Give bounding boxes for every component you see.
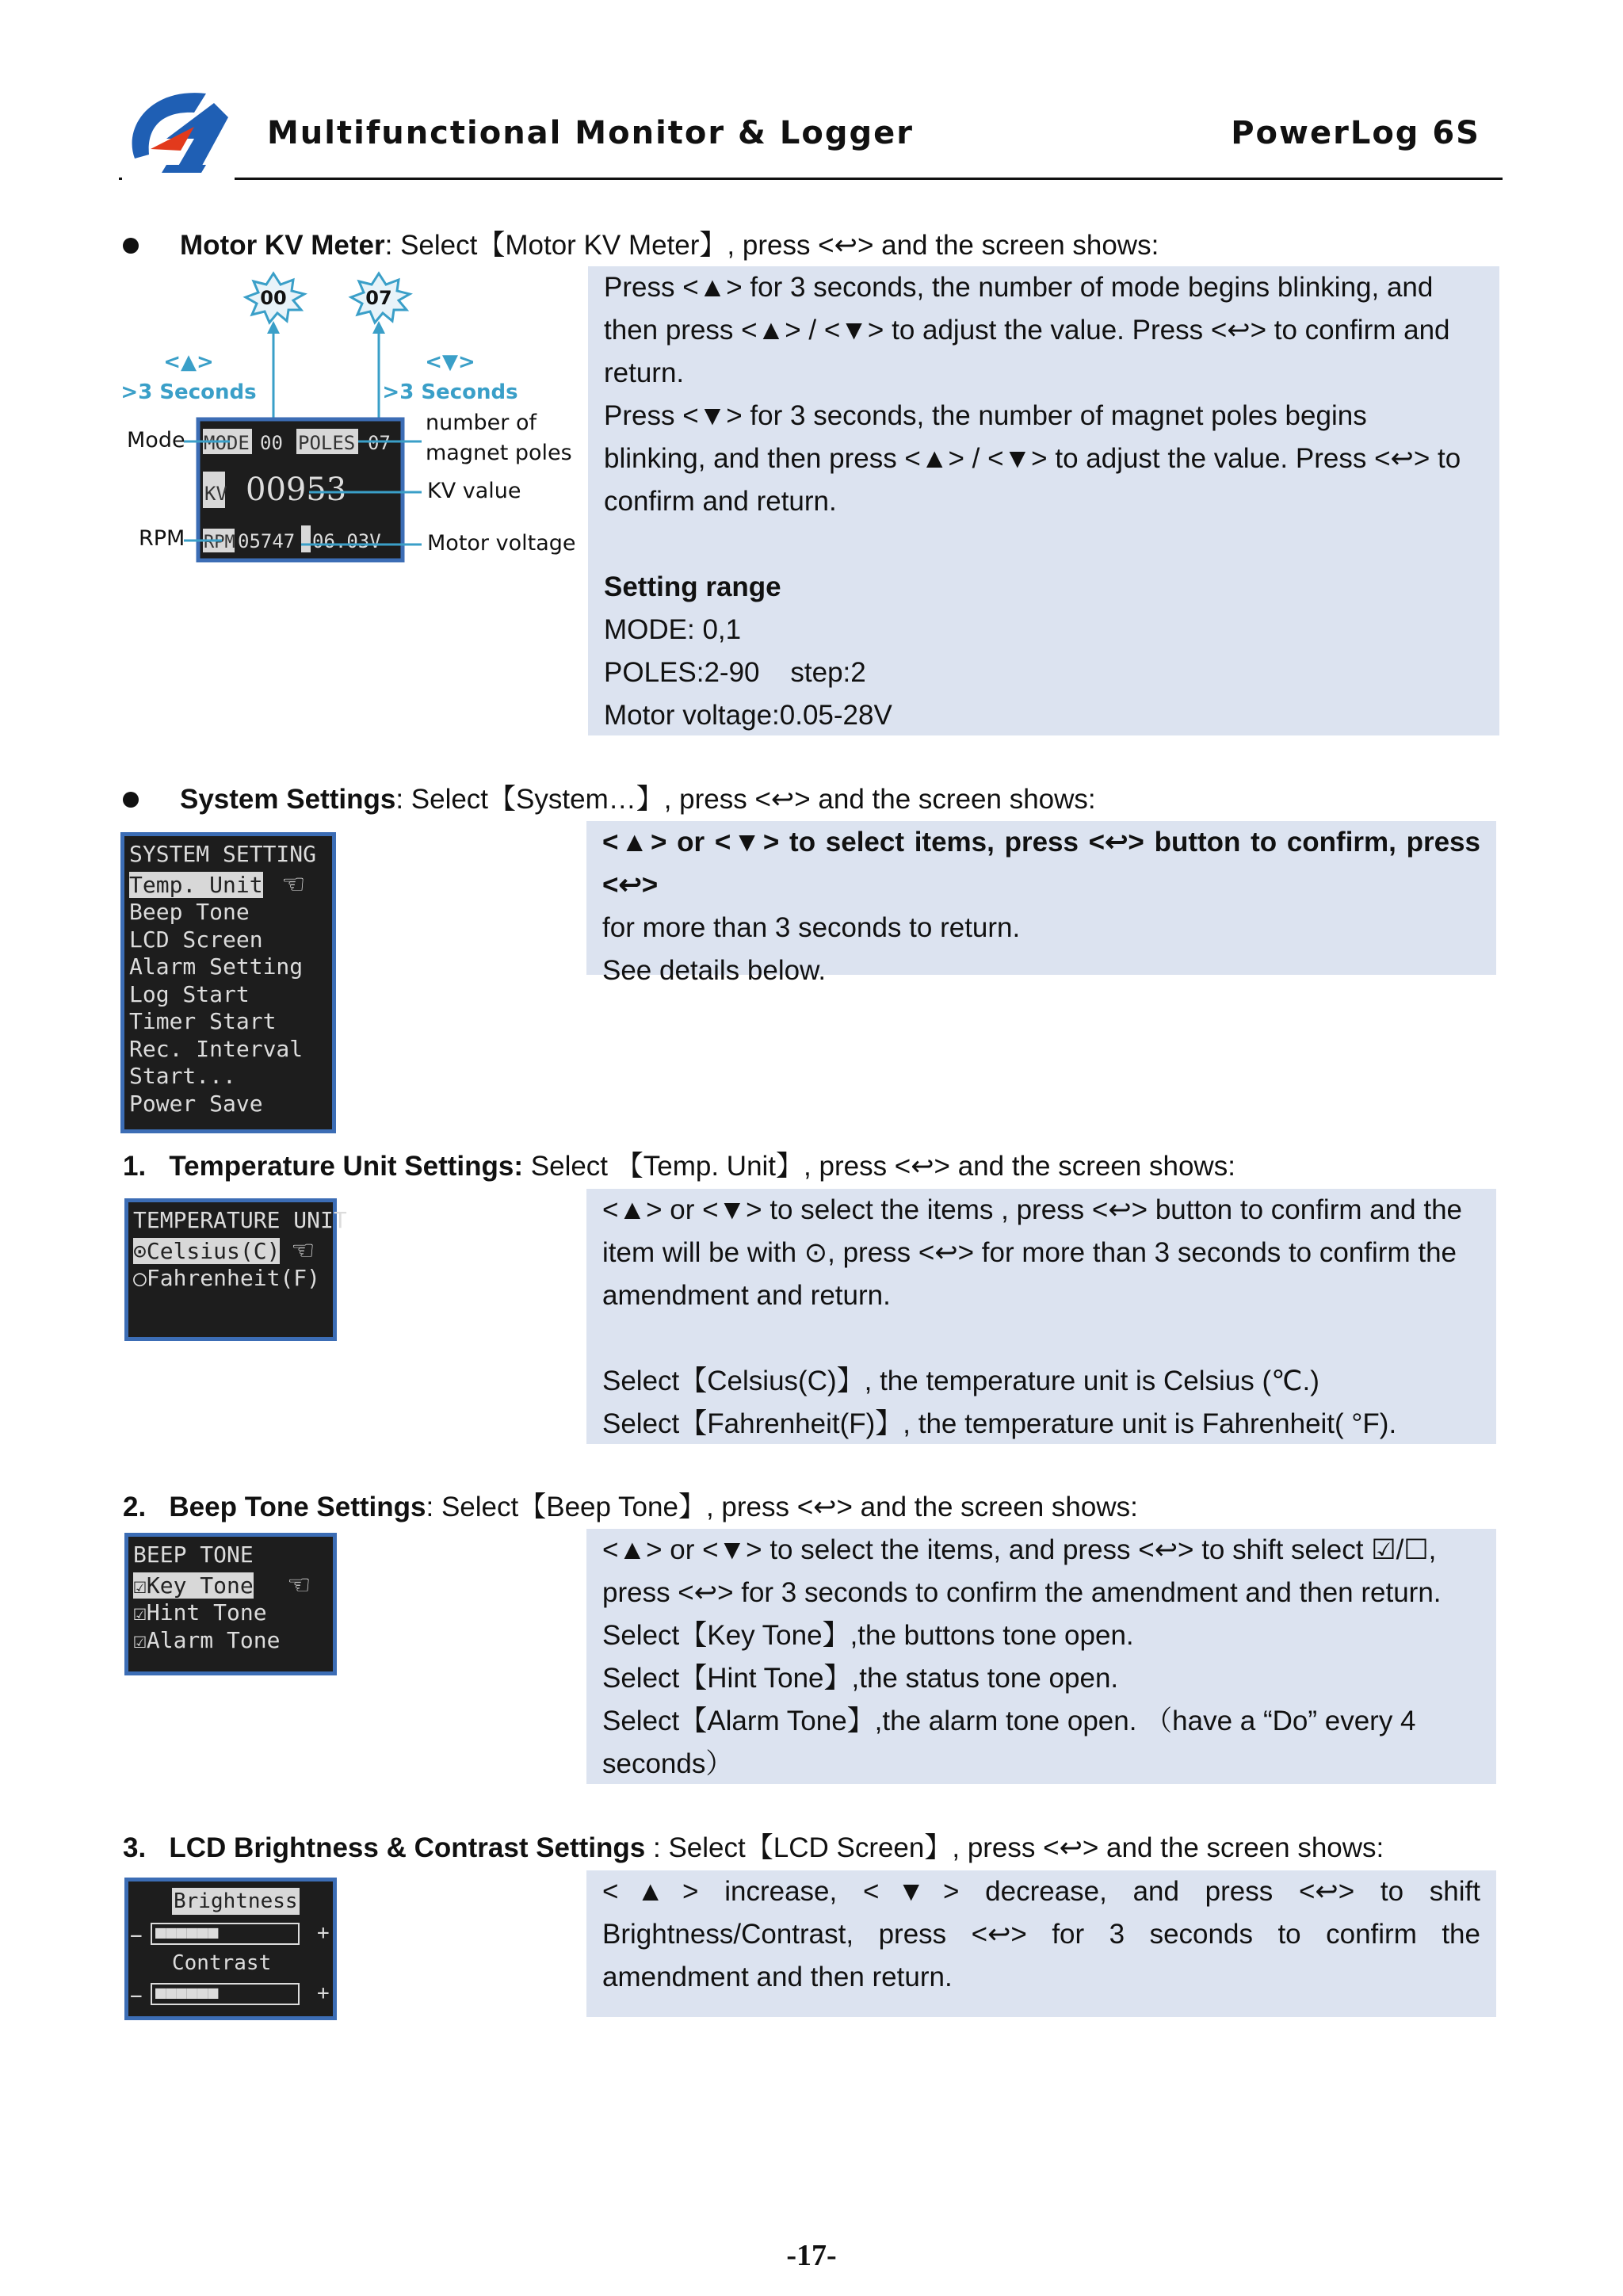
pointer-hand-icon: ☜ <box>287 1569 311 1601</box>
beep-panel-line: Select【Hint Tone】,the status tone open. <box>602 1663 1119 1694</box>
range-line: POLES:2-90 step:2 <box>604 657 866 688</box>
lcd-heading-bold: LCD Brightness & Contrast Settings <box>169 1832 646 1863</box>
system-panel-line: <▲> or <▼> to select items, press <↩> button to confirm, press <↩> <box>602 827 1480 900</box>
up-key-label: <▲> <box>163 350 214 374</box>
brightness-contrast-screen <box>124 1878 337 2020</box>
label-poles-1: number of <box>426 411 537 435</box>
beep-heading-rest: : Select【Beep Tone】, press <↩> and the screen shows: <box>426 1492 1138 1522</box>
down-key-label: <▼> <box>425 350 475 374</box>
temp-heading <box>123 1149 1235 1184</box>
bullet <box>123 238 139 254</box>
beep-panel-line: <▲> or <▼> to select the items, and press <↩> to shift select ☑/☐, <box>602 1534 1437 1565</box>
lcd-contrast-label: Contrast <box>172 1951 272 1975</box>
lcd-title: SYSTEM SETTING <box>129 841 317 867</box>
beep-panel-line: Select【Key Tone】,the buttons tone open. <box>602 1620 1134 1651</box>
header-rule-tick <box>119 178 122 180</box>
lcd-kv-label: KV <box>204 483 227 505</box>
seconds-left-label: >3 Seconds <box>120 380 257 404</box>
lcd-num: 3. <box>123 1832 147 1863</box>
label-mode: Mode <box>127 428 185 453</box>
beep-num: 2. <box>123 1492 147 1522</box>
temp-heading-bold: Temperature Unit Settings: <box>169 1151 524 1182</box>
lcd-rpm-label: RPM <box>204 533 235 552</box>
lcd-menu-item: Temp. Unit <box>129 871 263 898</box>
temp-panel-line: Select【Fahrenheit(F)】, the temperature unit is Fahrenheit( °F). <box>602 1408 1397 1439</box>
system-heading <box>180 782 1096 817</box>
lcd-option-hint-tone: ☑Hint Tone <box>133 1599 267 1626</box>
system-setting-screen <box>120 832 336 1133</box>
brightness-bar <box>151 1923 300 1945</box>
lcd-menu-item: Alarm Setting <box>129 953 304 980</box>
contrast-bar-fill: ■■■■■■ <box>155 1983 219 2003</box>
lcd-title: TEMPERATURE UNIT <box>133 1207 347 1233</box>
lcd-panel-line: amendment and then return. <box>602 1962 953 1992</box>
lcd-minus-2: − <box>130 1985 143 2008</box>
lcd-minus-1: − <box>130 1924 143 1948</box>
label-motor-voltage: Motor voltage <box>427 531 576 556</box>
seconds-right-label: >3 Seconds <box>382 380 518 404</box>
setting-range-title: Setting range <box>604 571 781 602</box>
range-line: MODE: 0,1 <box>604 614 742 645</box>
page-number: -17- <box>786 2239 837 2272</box>
powerlog-logo-icon <box>119 79 238 182</box>
beep-panel-line: seconds） <box>602 1748 734 1779</box>
kv-panel-line: Press <▲> for 3 seconds, the number of mode begins blinking, and <box>604 272 1434 303</box>
kv-panel-line: return. <box>604 357 685 388</box>
header-model: PowerLog 6S <box>1231 115 1480 151</box>
lcd-poles-label: POLES <box>298 432 356 454</box>
system-heading-rest: : Select【System…】, press <↩> and the screen shows: <box>395 784 1096 815</box>
beep-heading-bold: Beep Tone Settings <box>169 1492 426 1522</box>
pointer-hand-icon: ☜ <box>281 869 306 900</box>
system-info-panel <box>586 821 1496 986</box>
lcd-info-panel <box>586 1870 1496 2017</box>
kv-heading <box>180 228 1159 263</box>
lcd-option-key-tone: ☑Key Tone <box>133 1572 254 1599</box>
lcd-option-celsius: ⊙Celsius(C) <box>133 1237 281 1264</box>
lcd-poles-value: 07 <box>368 432 391 454</box>
beep-panel-line: Select【Alarm Tone】,the alarm tone open. （have a “Do” every 4 <box>602 1706 1416 1736</box>
system-panel-line: for more than 3 seconds to return. <box>602 912 1021 943</box>
lcd-plus-2: + <box>317 1981 330 2005</box>
system-heading-bold: System Settings <box>180 784 396 815</box>
lcd-title: BEEP TONE <box>133 1541 254 1568</box>
lcd-menu-item: Start... <box>129 1063 236 1089</box>
pointer-hand-icon: ☜ <box>291 1235 315 1266</box>
lcd-plus-1: + <box>317 1921 330 1945</box>
lcd-mode-label: MODE <box>204 432 250 454</box>
lcd-menu-item: Timer Start <box>129 1008 277 1034</box>
header-title: Multifunctional Monitor & Logger <box>267 115 914 151</box>
label-kv-value: KV value <box>427 479 521 503</box>
lcd-heading-rest: : Select【LCD Screen】, press <↩> and the screen shows: <box>645 1832 1384 1863</box>
burst-right-value: 07 <box>365 287 392 309</box>
lcd-option-fahrenheit: ○Fahrenheit(F) <box>133 1265 321 1291</box>
lcd-menu-item: Power Save <box>129 1090 263 1117</box>
header-rule <box>235 178 1503 180</box>
burst-left-value: 00 <box>260 287 287 309</box>
label-rpm: RPM <box>139 526 185 551</box>
kv-panel-line: blinking, and then press <▲> / <▼> to adjust the value. Press <↩> to <box>604 443 1461 474</box>
temp-panel-line: <▲> or <▼> to select the items , press <↩> button to confirm and the <box>602 1194 1462 1225</box>
contrast-bar <box>151 1983 300 2005</box>
lcd-menu-item: Log Start <box>129 980 250 1007</box>
kv-heading-rest: : Select【Motor KV Meter】, press <↩> and the screen shows: <box>384 230 1159 261</box>
temp-panel-line: amendment and return. <box>602 1280 891 1311</box>
lcd-volt-value: 06.03V <box>312 530 381 552</box>
label-poles-2: magnet poles <box>426 441 572 465</box>
lcd-menu-item: Beep Tone <box>129 899 250 925</box>
lcd-kv-value: 00953 <box>246 472 347 508</box>
temperature-unit-screen <box>124 1198 347 1341</box>
range-line: Motor voltage:0.05-28V <box>604 700 892 731</box>
temp-info-panel <box>586 1189 1496 1444</box>
lcd-menu-item: Rec. Interval <box>129 1035 304 1062</box>
lcd-heading <box>123 1831 1384 1866</box>
lcd-panel-line: <▲> increase, <▼> decrease, and press <↩> to shift <box>602 1876 1480 1907</box>
temp-heading-rest: Select 【Temp. Unit】, press <↩> and the screen shows: <box>523 1151 1235 1182</box>
lcd-option-alarm-tone: ☑Alarm Tone <box>133 1626 281 1653</box>
temp-panel-line: Select【Celsius(C)】, the temperature unit is Celsius (℃.) <box>602 1366 1319 1396</box>
lcd-mode-value: 00 <box>260 432 283 454</box>
beep-panel-line: press <↩> for 3 seconds to confirm the amendment and then return. <box>602 1577 1442 1608</box>
system-panel-line: See details below. <box>602 955 827 986</box>
brightness-bar-fill: ■■■■■■ <box>155 1923 219 1943</box>
temp-num: 1. <box>123 1151 147 1182</box>
beep-heading <box>123 1490 1138 1525</box>
lcd-menu-item: LCD Screen <box>129 926 263 953</box>
kv-heading-bold: Motor KV Meter <box>180 230 385 261</box>
kv-panel-line: Press <▼> for 3 seconds, the number of magnet poles begins <box>604 400 1367 431</box>
lcd-brightness-label: Brightness <box>174 1889 298 1913</box>
temp-panel-line: item will be with ⊙, press <↩> for more than 3 seconds to confirm the <box>602 1237 1457 1268</box>
beep-info-panel <box>586 1529 1496 1784</box>
kv-info-panel <box>588 266 1499 735</box>
lcd-rpm-value: 05747 <box>238 530 296 552</box>
kv-panel-line: confirm and return. <box>604 486 837 517</box>
beep-tone-screen <box>124 1533 337 1675</box>
kv-panel-line: then press <▲> / <▼> to adjust the value. Press <↩> to confirm and <box>604 315 1450 346</box>
lcd-panel-line: Brightness/Contrast, press <↩> for 3 seconds to confirm the <box>602 1919 1480 1950</box>
bullet <box>123 792 139 808</box>
